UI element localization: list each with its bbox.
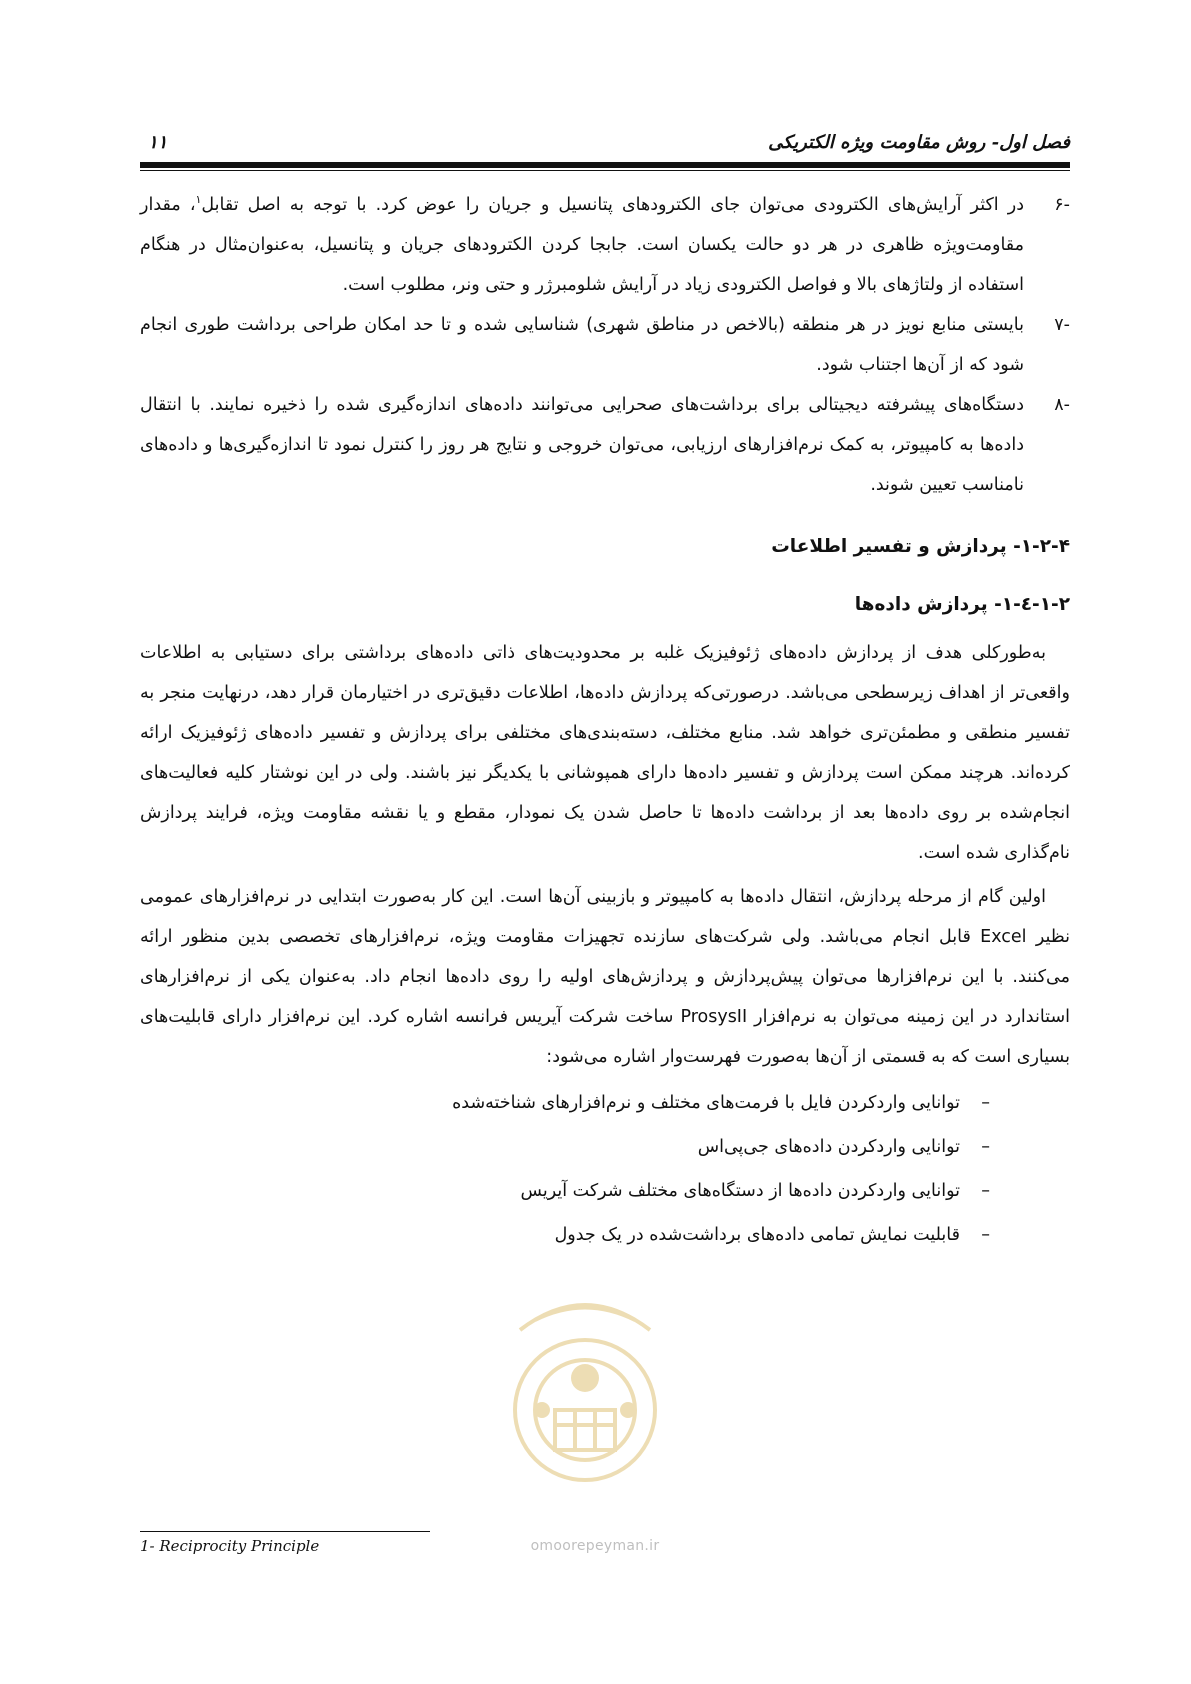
footnote: 1- Reciprocity Principle — [140, 1537, 320, 1555]
bullet-text: توانایی واردکردن داده‌ها از دستگاه‌های مختلف شرکت آیریس — [520, 1181, 960, 1201]
page-header — [140, 130, 1070, 162]
list-item — [140, 185, 1070, 305]
watermark-logo-icon — [480, 1260, 690, 1510]
body-text — [140, 185, 1070, 1257]
bullet-item — [140, 1081, 990, 1125]
item-text: بایستی منابع نویز در هر منطقه (بالاخص در مناطق شهری) شناسایی شده و تا حد امکان طراحی برداشت طوری انجام شود که از آن‌ها اجتناب شود. — [140, 315, 1024, 375]
header-rule-thick — [140, 162, 1070, 168]
item-number: -۶ — [1054, 195, 1070, 215]
list-item — [140, 305, 1070, 385]
bullet-list — [140, 1081, 1070, 1257]
footnote-rule — [140, 1531, 430, 1532]
item-text — [140, 185, 1024, 305]
bullet-item — [140, 1213, 990, 1257]
header-rule-thin — [140, 170, 1070, 171]
chapter-title: فصل اول- روش مقاومت ویژه الکتریکی — [768, 132, 1070, 153]
item-number: -۷ — [1054, 315, 1070, 335]
dash-icon: – — [981, 1093, 990, 1113]
bullet-text: توانایی واردکردن داده‌های جی‌پی‌اس — [697, 1137, 960, 1157]
dash-icon: – — [981, 1225, 990, 1245]
bullet-text: قابلیت نمایش تمامی داده‌های برداشت‌شده در یک جدول — [554, 1225, 960, 1245]
section-heading: ۱-۲-۴- پردازش و تفسیر اطلاعات — [771, 536, 1070, 557]
bullet-item — [140, 1169, 990, 1213]
item-text-part: ، مقدار مقاومت‌ویژه ظاهری در هر دو حالت یکسان است. جابجا کردن الکترودهای جریان و پتانسیل، به‌عنوان‌مثال در هنگام استفاده از ولتاژهای بالا و فواصل الکترودی زیاد در آرایش شلومبرژر و حتی ونر، مطلوب است. — [140, 195, 1024, 295]
item-text-part: در اکثر آرایش‌های الکترودی می‌توان جای الکترودهای پتانسیل و جریان را عوض کرد. با توجه به اصل تقابل — [201, 195, 1025, 215]
dash-icon: – — [981, 1137, 990, 1157]
bullet-item — [140, 1125, 990, 1169]
bullet-text: توانایی واردکردن فایل با فرمت‌های مختلف و نرم‌افزارهای شناخته‌شده — [452, 1093, 960, 1113]
item-number: -۸ — [1054, 395, 1070, 415]
watermark-site: omoorepeyman.ir — [530, 1538, 660, 1554]
paragraph: اولین گام از مرحله پردازش، انتقال داده‌ها به کامپیوتر و بازبینی آن‌ها است. این کار به‌صورت ابتدایی در نرم‌افزارهای عمومی نظیر Excel قابل انجام می‌باشد. ولی شرکت‌های سازنده تجهیزات مقاومت ویژه، نرم‌افزارهای تخصصی بدین منظور ارائه می‌کنند. با این نرم‌افزارها می‌توان پیش‌پردازش و پردازش‌های اولیه را روی داده‌ها انجام داد. به‌عنوان یکی از نرم‌افزارهای استاندارد در این زمینه می‌توان به نرم‌افزار ProsysII ساخت شرکت آیریس فرانسه اشاره کرد. این نرم‌افزار دارای قابلیت‌های بسیاری است که به قسمتی از آن‌ها به‌صورت فهرست‌وار اشاره می‌شود: — [140, 887, 1070, 1067]
page-number: ۱۱ — [148, 132, 168, 153]
paragraph: به‌طورکلی هدف از پردازش داده‌های ژئوفیزیک غلبه بر محدودیت‌های ذاتی داده‌های برداشتی برای دستیابی به اطلاعات واقعی‌تر از اهداف زیرسطحی می‌باشد. درصورتی‌که پردازش داده‌ها، اطلاعات دقیق‌تری در اختیارمان قرار دهد، درنهایت منجر به تفسیر منطقی و مطمئن‌تری خواهد شد. منابع مختلف، دسته‌بندی‌های مختلفی برای پردازش و تفسیر داده‌های ژئوفیزیک ارائه کرده‌اند. هرچند ممکن است پردازش و تفسیر داده‌ها دارای همپوشانی با یکدیگر نیز باشند. ولی در این نوشتار کلیه فعالیت‌های انجام‌شده بر روی داده‌ها بعد از برداشت داده‌ها تا حاصل شدن یک نمودار، مقطع و یا نقشه مقاومت ویژه، فرایند پردازش نام‌گذاری شده است. — [140, 643, 1070, 863]
dash-icon: – — [981, 1181, 990, 1201]
item-text: دستگاه‌های پیشرفته دیجیتالی برای برداشت‌های صحرایی می‌توانند داده‌های اندازه‌گیری شده را ذخیره نمایند. با انتقال داده‌ها به کامپیوتر، به کمک نرم‌افزارهای ارزیابی، می‌توان خروجی و نتایج هر روز را کنترل نمود تا اندازه‌گیری‌ها و داده‌های نامناسب تعیین شوند. — [140, 395, 1024, 495]
footnote-ref: ۱ — [195, 193, 202, 207]
subsection-heading: ۱-۲-٤-۱- پردازش داده‌ها — [854, 594, 1070, 615]
list-item — [140, 385, 1070, 505]
